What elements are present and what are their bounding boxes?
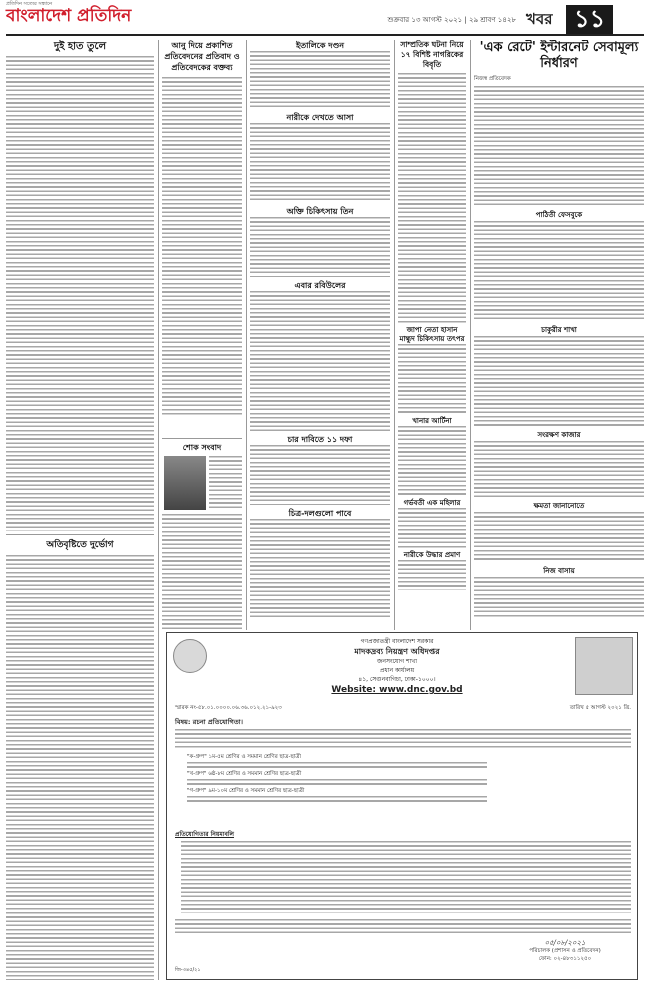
notice-dept: জনসংযোগ শাখা bbox=[377, 658, 417, 665]
article-body bbox=[474, 577, 644, 617]
byline: নিজস্ব প্রতিবেদক bbox=[474, 76, 511, 82]
column-2 bbox=[162, 40, 242, 630]
notice-memo: স্মারক নং-৫৮.০১.০০০০.০৬.৩৬.০১২.২১-৯২৩ bbox=[175, 705, 282, 711]
headline: খানার আর্টিনা bbox=[412, 417, 452, 425]
headline: দুই হাত তুলে bbox=[53, 41, 107, 52]
article-body bbox=[6, 555, 154, 980]
page-number: ১১ bbox=[566, 5, 613, 35]
column-divider bbox=[394, 40, 395, 630]
notice-org: গণপ্রজাতন্ত্রী বাংলাদেশ সরকার bbox=[360, 638, 434, 645]
headline: নারীকে দেখতে আসা bbox=[286, 113, 354, 122]
headline: অক্তি চিকিৎসায় তিন bbox=[286, 207, 354, 216]
obituary-photo bbox=[164, 456, 206, 510]
newspaper-logo: বাংলাদেশ প্রতিদিন bbox=[6, 6, 132, 26]
notice-office: প্রধান কার্যালয় bbox=[379, 667, 415, 674]
dateline: শুক্রবার ১৩ আগস্ট ২০২১ | ২৯ শ্রাবণ ১৪২৮ bbox=[387, 16, 516, 24]
article-body bbox=[162, 77, 242, 417]
headline: এবার রবিউলের bbox=[294, 281, 346, 290]
article-body bbox=[474, 336, 644, 426]
column-3 bbox=[250, 40, 390, 630]
notice-category-3: "গ-গ্রুপ" ৯ম-১০ম শ্রেণির ও সমমান শ্রেণির ছাত্র-ছাত্রী bbox=[187, 788, 305, 794]
article-body bbox=[474, 512, 644, 562]
headline: জাপা নেতা হাসান মাহ্মুদ চিকিৎসায় তৎপর bbox=[399, 326, 465, 343]
column-divider bbox=[246, 40, 247, 630]
article-body bbox=[398, 344, 466, 414]
column-divider bbox=[158, 40, 159, 980]
headline: অতিবৃষ্টিতে দুর্ভোগ bbox=[46, 540, 114, 550]
headline: গর্ভবতী এক মহিলার bbox=[403, 499, 461, 507]
government-notice bbox=[166, 632, 638, 980]
article-body bbox=[250, 291, 390, 431]
notice-ministry: মাদকদ্রব্য নিয়ন্ত্রণ অধিদপ্তর bbox=[354, 647, 440, 656]
portrait-icon bbox=[575, 637, 633, 695]
article-body bbox=[6, 56, 154, 531]
article-body bbox=[398, 73, 466, 323]
signature: ০৫/০৮/২০২১ bbox=[544, 939, 586, 947]
column-divider bbox=[470, 40, 471, 630]
article-body bbox=[398, 560, 466, 590]
notice-phone: ফোন: ০২-৪৮৩১১২৫০ bbox=[538, 956, 592, 962]
masthead-rule bbox=[6, 34, 644, 36]
masthead bbox=[6, 1, 644, 33]
article-body bbox=[250, 51, 390, 109]
article-body bbox=[474, 221, 644, 321]
notice-address: ৪১, সেগুনবাগিচা, ঢাকা-১০০০। bbox=[358, 676, 436, 683]
headline: সাম্প্রতিক ঘটনা নিয়ে ১৭ বিশিষ্ট নাগরিকের বিবৃতি bbox=[400, 40, 464, 69]
column-1 bbox=[6, 40, 154, 980]
notice-footer-body bbox=[175, 919, 631, 935]
divider bbox=[162, 438, 242, 439]
article-body bbox=[209, 456, 242, 510]
notice-website[interactable]: Website: www.dnc.gov.bd bbox=[331, 685, 463, 695]
subheading: ক্ষমতা জানানোতে bbox=[533, 502, 585, 510]
article-body bbox=[250, 445, 390, 505]
section-name: খবর bbox=[526, 10, 553, 28]
article-body bbox=[250, 123, 390, 203]
logo-tagline: প্রতিদিন সত্যের সন্ধানে bbox=[6, 1, 53, 7]
notice-rules-title: প্রতিযোগিতার নিয়মাবলি bbox=[175, 831, 235, 838]
notice-category-1: "ক-গ্রুপ" ১ম-৫ম শ্রেণির ও সমমান শ্রেণির ছাত্র-ছাত্রী bbox=[187, 754, 302, 760]
article-body bbox=[162, 514, 242, 630]
subheading: পাঠিতী ফেসবুকে bbox=[535, 211, 583, 219]
column-5 bbox=[474, 40, 644, 630]
headline: আনু দিয়ে প্রকাশিত প্রতিবেদনের প্রতিবাদ ও প্রতিবেদকের বক্তব্য bbox=[164, 41, 240, 72]
article-body bbox=[250, 519, 390, 619]
notice-date: তারিখ ৫ আগস্ট ২০২১ খ্রি. bbox=[569, 705, 631, 711]
obituary-title: শোক সংবাদ bbox=[182, 443, 222, 452]
article-body bbox=[250, 217, 390, 277]
divider bbox=[6, 534, 154, 535]
notice-body bbox=[175, 729, 631, 749]
headline: নারীকে উদ্ধার প্রমাণ bbox=[403, 551, 461, 559]
subheading: সংরক্ষণ কাজার bbox=[537, 431, 581, 439]
emblem-icon bbox=[173, 639, 207, 673]
subheading: নিজ বাসায় bbox=[543, 567, 575, 575]
notice-line bbox=[187, 796, 487, 804]
notice-subject: বিষয়: রচনা প্রতিযোগিতা। bbox=[175, 718, 243, 726]
article-body bbox=[474, 441, 644, 497]
notice-signer: পরিচালক (প্রশাসন ও প্রতিবেদন) bbox=[529, 948, 601, 954]
article-body bbox=[474, 86, 644, 206]
notice-category-2: "খ-গ্রুপ" ৬ষ্ঠ-৮ম শ্রেণির ও সমমান শ্রেণির ছাত্র-ছাত্রী bbox=[187, 771, 302, 777]
notice-line bbox=[187, 762, 487, 770]
lead-headline: 'এক রেটে' ইন্টারনেট সেবামূল্য নির্ধারণ bbox=[479, 40, 639, 71]
article-body bbox=[398, 426, 466, 496]
headline: চার দাবিতে ১১ দফা bbox=[287, 435, 353, 444]
headline: ইতালিকে দণ্ডন bbox=[295, 41, 345, 50]
subheading: চাকুরীর শাখা bbox=[541, 326, 577, 334]
ad-code: জি-৩৪৫/২১ bbox=[175, 967, 201, 973]
headline: চিত্র-দলগুলো পাবে bbox=[288, 509, 352, 518]
article-body bbox=[398, 508, 466, 548]
notice-rules-body bbox=[181, 841, 631, 913]
notice-line bbox=[187, 779, 487, 787]
column-4 bbox=[398, 40, 466, 630]
